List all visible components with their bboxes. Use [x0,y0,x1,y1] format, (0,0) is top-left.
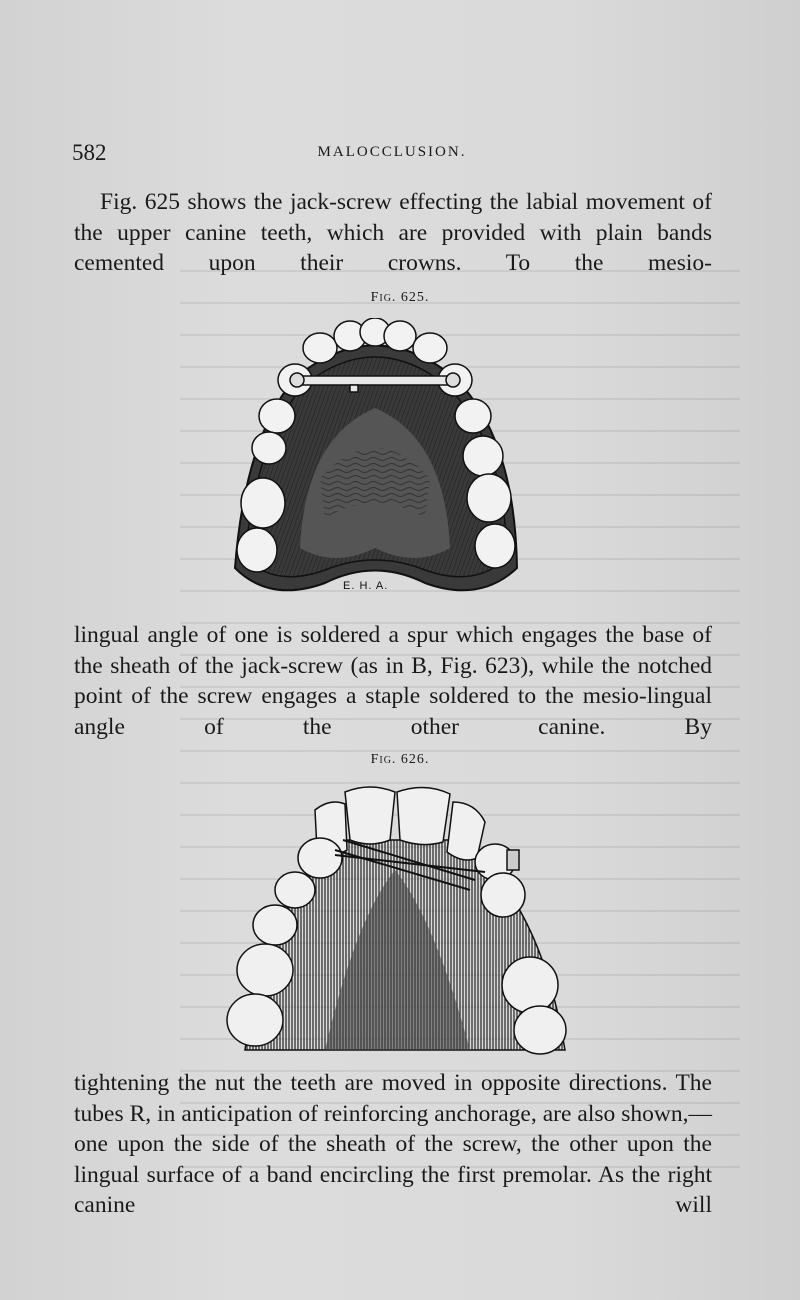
figure-626 [225,780,575,1060]
paragraph-2: lingual angle of one is soldered a spur which engages the base of the sheath of the jack-screw (as in B, Fig. 623), while the notched point of the screw engages a staple soldered to the mesio-lingual angle of the other canine. By [74,622,712,740]
figure-625 [225,318,525,608]
page-header [72,140,712,172]
figure-625-caption: Fig. 625. [370,290,430,305]
upper-arch-illustration [225,318,525,608]
paragraph-1: Fig. 625 shows the jack-screw effecting the labial movement of the upper canine teeth, which are provided with plain bands cemented upon their crowns. To the mesio- [74,189,712,276]
running-title: MALOCCLUSION. [317,144,467,160]
figure-626-caption: Fig. 626. [370,752,430,767]
paragraph-3: tightening the nut the teeth are moved in opposite directions. The tubes R, in anticipation of reinforcing anchorage, are also shown,—one upon the side of the sheath of the screw, the other upon the lingual surface of a band encircling the first premolar. As the right canine will [74,1070,712,1218]
page-number: 582 [72,140,107,165]
upper-arch-front-illustration [225,780,575,1060]
tube-r [507,850,519,870]
engraver-initials: E. H. A. [343,580,389,592]
